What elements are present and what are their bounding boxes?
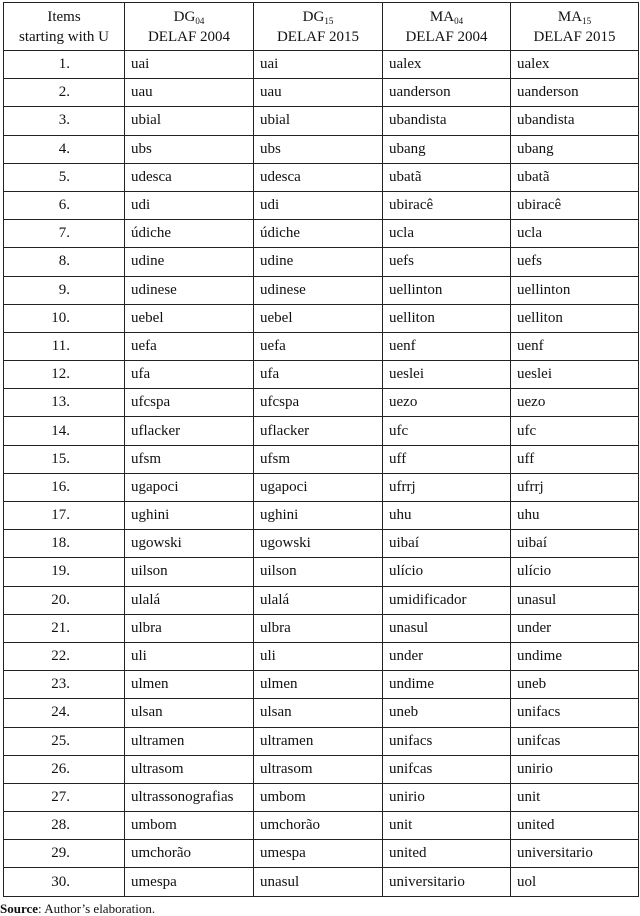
ma04-cell: umidificador [383, 586, 511, 614]
dg04-cell: údiche [125, 220, 254, 248]
dg04-cell: udi [125, 191, 254, 219]
table-row [4, 473, 639, 501]
ma15-cell: uefs [511, 248, 639, 276]
ma04-cell: uefs [383, 248, 511, 276]
item-number: 29. [4, 840, 125, 868]
dg15-cell: ulmen [254, 671, 383, 699]
header-items-line1: Items [47, 8, 81, 25]
dg15-cell: ulalá [254, 586, 383, 614]
dg04-cell: uau [125, 79, 254, 107]
table-row [4, 812, 639, 840]
ma15-cell: unifacs [511, 699, 639, 727]
ma04-cell: ucla [383, 220, 511, 248]
table-row [4, 107, 639, 135]
ma15-cell: uanderson [511, 79, 639, 107]
dg15-cell: uli [254, 642, 383, 670]
ma04-cell: uenf [383, 332, 511, 360]
item-number: 20. [4, 586, 125, 614]
item-number: 15. [4, 445, 125, 473]
ma15-cell: uibaí [511, 530, 639, 558]
item-number: 12. [4, 361, 125, 389]
header-dg04 [125, 3, 254, 51]
ma15-cell: uezo [511, 389, 639, 417]
table-row [4, 614, 639, 642]
dg04-cell: udinese [125, 276, 254, 304]
item-number: 30. [4, 868, 125, 896]
header-items-line2: starting with U [19, 28, 109, 45]
ma04-cell: ubiracê [383, 191, 511, 219]
dg04-cell: udesca [125, 163, 254, 191]
dg04-cell: ufa [125, 361, 254, 389]
ma04-cell: undime [383, 671, 511, 699]
table-row [4, 389, 639, 417]
item-number: 2. [4, 79, 125, 107]
table-row [4, 868, 639, 896]
ma15-cell: universitario [511, 840, 639, 868]
ma15-cell: uff [511, 445, 639, 473]
dg15-cell: ufsm [254, 445, 383, 473]
table-row [4, 332, 639, 360]
item-number: 13. [4, 389, 125, 417]
dg04-cell: ultrasom [125, 755, 254, 783]
dg04-cell: umespa [125, 868, 254, 896]
item-number: 16. [4, 473, 125, 501]
item-number: 17. [4, 502, 125, 530]
dg04-cell: ufsm [125, 445, 254, 473]
dg04-cell: ubial [125, 107, 254, 135]
ma15-cell: unirio [511, 755, 639, 783]
ma04-cell: unifcas [383, 755, 511, 783]
ma04-cell: uezo [383, 389, 511, 417]
ma04-cell: ualex [383, 51, 511, 79]
table-row [4, 135, 639, 163]
dg04-cell: ubs [125, 135, 254, 163]
header-ma04-sub: 04 [454, 15, 464, 26]
ma15-cell: uenf [511, 332, 639, 360]
dg15-cell: uau [254, 79, 383, 107]
ma04-cell: united [383, 840, 511, 868]
table-row [4, 417, 639, 445]
ma04-cell: ubang [383, 135, 511, 163]
dg04-cell: ugapoci [125, 473, 254, 501]
table-row [4, 220, 639, 248]
table-row [4, 755, 639, 783]
dg15-cell: umespa [254, 840, 383, 868]
dg04-cell: uilson [125, 558, 254, 586]
item-number: 10. [4, 304, 125, 332]
comparison-table [3, 2, 639, 897]
ma04-cell: ubandista [383, 107, 511, 135]
dg04-cell: ulbra [125, 614, 254, 642]
dg04-cell: ulalá [125, 586, 254, 614]
table-body [4, 51, 639, 897]
item-number: 14. [4, 417, 125, 445]
ma04-cell: uhu [383, 502, 511, 530]
table-header [4, 3, 639, 51]
table-row [4, 248, 639, 276]
dg15-cell: ufa [254, 361, 383, 389]
header-items [4, 3, 125, 51]
ma04-cell: universitario [383, 868, 511, 896]
table-row [4, 51, 639, 79]
table-row [4, 304, 639, 332]
header-ma04-main: MA [429, 8, 455, 25]
item-number: 8. [4, 248, 125, 276]
header-dg04-main: DG [173, 8, 196, 25]
table-row [4, 530, 639, 558]
ma15-cell: ubandista [511, 107, 639, 135]
ma04-cell: ulício [383, 558, 511, 586]
item-number: 11. [4, 332, 125, 360]
ma15-cell: united [511, 812, 639, 840]
table-row [4, 727, 639, 755]
ma04-cell: under [383, 642, 511, 670]
ma04-cell: ufc [383, 417, 511, 445]
ma15-cell: undime [511, 642, 639, 670]
dg15-cell: udi [254, 191, 383, 219]
dg15-cell: umbom [254, 783, 383, 811]
ma04-cell: uellinton [383, 276, 511, 304]
ma15-cell: unifcas [511, 727, 639, 755]
ma15-cell: under [511, 614, 639, 642]
item-number: 1. [4, 51, 125, 79]
item-number: 28. [4, 812, 125, 840]
item-number: 25. [4, 727, 125, 755]
ma15-cell: uol [511, 868, 639, 896]
table-row [4, 191, 639, 219]
header-row [4, 3, 639, 51]
dg15-cell: uai [254, 51, 383, 79]
header-dg04-line2: DELAF 2004 [147, 28, 231, 45]
dg04-cell: uai [125, 51, 254, 79]
table-row [4, 163, 639, 191]
dg04-cell: umbom [125, 812, 254, 840]
table-row [4, 361, 639, 389]
dg15-cell: uefa [254, 332, 383, 360]
table-row [4, 79, 639, 107]
item-number: 4. [4, 135, 125, 163]
table-row [4, 699, 639, 727]
table-row [4, 558, 639, 586]
dg04-cell: uflacker [125, 417, 254, 445]
dg04-cell: ulsan [125, 699, 254, 727]
ma04-cell: unit [383, 812, 511, 840]
ma15-cell: ubang [511, 135, 639, 163]
dg15-cell: ubs [254, 135, 383, 163]
header-dg15 [254, 3, 383, 51]
dg04-cell: uli [125, 642, 254, 670]
dg15-cell: udesca [254, 163, 383, 191]
source-label: Source [0, 901, 39, 916]
table-row [4, 783, 639, 811]
dg15-cell: udine [254, 248, 383, 276]
ma15-cell: ualex [511, 51, 639, 79]
ma15-cell: uelliton [511, 304, 639, 332]
ma04-cell: unasul [383, 614, 511, 642]
ma15-cell: uhu [511, 502, 639, 530]
ma15-cell: unasul [511, 586, 639, 614]
item-number: 6. [4, 191, 125, 219]
dg15-cell: udinese [254, 276, 383, 304]
dg04-cell: umchorão [125, 840, 254, 868]
table-row [4, 642, 639, 670]
dg15-cell: údiche [254, 220, 383, 248]
ma15-cell: ueslei [511, 361, 639, 389]
ma04-cell: unirio [383, 783, 511, 811]
item-number: 3. [4, 107, 125, 135]
ma04-cell: uff [383, 445, 511, 473]
dg04-cell: uebel [125, 304, 254, 332]
source-text: : Author’s elaboration. [38, 901, 156, 916]
header-ma15-main: MA [557, 8, 583, 25]
item-number: 18. [4, 530, 125, 558]
header-dg15-main: DG [302, 8, 325, 25]
ma15-cell: ucla [511, 220, 639, 248]
ma04-cell: uelliton [383, 304, 511, 332]
dg04-cell: ugowski [125, 530, 254, 558]
source-note [0, 901, 155, 916]
dg04-cell: ultramen [125, 727, 254, 755]
dg15-cell: unasul [254, 868, 383, 896]
dg15-cell: ughini [254, 502, 383, 530]
ma04-cell: uanderson [383, 79, 511, 107]
item-number: 23. [4, 671, 125, 699]
dg04-cell: uefa [125, 332, 254, 360]
dg04-cell: udine [125, 248, 254, 276]
ma15-cell: ubatã [511, 163, 639, 191]
header-ma04 [383, 3, 511, 51]
item-number: 19. [4, 558, 125, 586]
dg15-cell: uilson [254, 558, 383, 586]
item-number: 5. [4, 163, 125, 191]
dg15-cell: ulsan [254, 699, 383, 727]
dg15-cell: umchorão [254, 812, 383, 840]
item-number: 21. [4, 614, 125, 642]
dg15-cell: ufcspa [254, 389, 383, 417]
dg15-cell: ultramen [254, 727, 383, 755]
dg15-cell: uebel [254, 304, 383, 332]
item-number: 22. [4, 642, 125, 670]
table-row [4, 586, 639, 614]
ma04-cell: ueslei [383, 361, 511, 389]
dg15-cell: ultrasom [254, 755, 383, 783]
table-row [4, 671, 639, 699]
item-number: 7. [4, 220, 125, 248]
dg04-cell: ufcspa [125, 389, 254, 417]
item-number: 27. [4, 783, 125, 811]
item-number: 9. [4, 276, 125, 304]
ma15-cell: uneb [511, 671, 639, 699]
ma15-cell: unit [511, 783, 639, 811]
header-dg15-sub: 15 [324, 15, 334, 26]
ma15-cell: uellinton [511, 276, 639, 304]
ma04-cell: uibaí [383, 530, 511, 558]
item-number: 24. [4, 699, 125, 727]
dg15-cell: uflacker [254, 417, 383, 445]
ma15-cell: ufc [511, 417, 639, 445]
header-ma15-line2: DELAF 2015 [533, 28, 616, 45]
header-dg15-line2: DELAF 2015 [276, 28, 360, 45]
dg15-cell: ubial [254, 107, 383, 135]
header-dg04-sub: 04 [195, 15, 205, 26]
ma15-cell: ulício [511, 558, 639, 586]
dg04-cell: ughini [125, 502, 254, 530]
ma04-cell: ufrrj [383, 473, 511, 501]
dg15-cell: ugowski [254, 530, 383, 558]
header-ma15-sub: 15 [582, 15, 592, 26]
item-number: 26. [4, 755, 125, 783]
table-row [4, 502, 639, 530]
dg15-cell: ugapoci [254, 473, 383, 501]
dg15-cell: ulbra [254, 614, 383, 642]
ma15-cell: ubiracê [511, 191, 639, 219]
table-row [4, 445, 639, 473]
table-row [4, 840, 639, 868]
ma15-cell: ufrrj [511, 473, 639, 501]
header-ma04-line2: DELAF 2004 [405, 28, 488, 45]
dg04-cell: ulmen [125, 671, 254, 699]
ma04-cell: ubatã [383, 163, 511, 191]
dg04-cell: ultrassonografias [125, 783, 254, 811]
ma04-cell: unifacs [383, 727, 511, 755]
ma04-cell: uneb [383, 699, 511, 727]
header-ma15 [511, 3, 639, 51]
table-row [4, 276, 639, 304]
